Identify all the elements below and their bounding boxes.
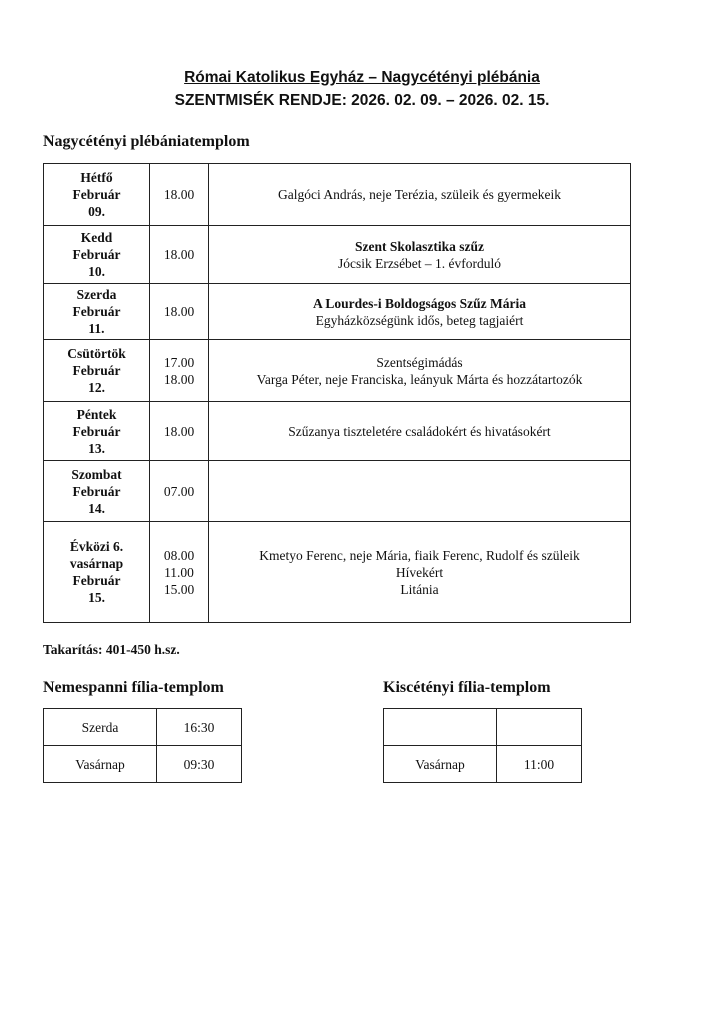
nemespanni-title: Nemespanni fília-templom <box>43 679 224 696</box>
day-line: 13. <box>88 440 105 456</box>
time-cell: 09:30 <box>157 746 242 783</box>
day-cell: Vasárnap <box>44 746 157 783</box>
mass-schedule-table <box>43 163 631 623</box>
intention-cell <box>209 461 631 522</box>
time-cell <box>497 709 582 746</box>
intention-line: Litánia <box>400 581 439 597</box>
intention-line: Hívekért <box>395 564 444 580</box>
day-line: Szerda <box>76 287 117 302</box>
day-line: Február <box>72 423 121 439</box>
intention-cell <box>209 284 631 340</box>
day-cell: Szerda <box>44 709 157 746</box>
day-line: Február <box>72 573 121 588</box>
kiscetenyi-title: Kiscétényi fília-templom <box>383 679 551 696</box>
time-cell <box>150 461 209 522</box>
day-line: Február <box>72 483 121 499</box>
schedule-row <box>44 284 631 340</box>
schedule-row <box>384 709 582 746</box>
day-line: 15. <box>88 590 105 605</box>
day-cell <box>44 164 150 226</box>
day-line: Szombat <box>71 466 122 482</box>
time-cell <box>150 164 209 226</box>
time-cell: 11:00 <box>497 746 582 783</box>
day-line: Csütörtök <box>67 346 126 361</box>
mass-time: 18.00 <box>163 423 195 439</box>
main-church-title: Nagycétényi plébániatemplom <box>43 133 250 150</box>
mass-time: 18.00 <box>163 247 195 262</box>
day-cell <box>384 709 497 746</box>
day-cell: Vasárnap <box>384 746 497 783</box>
intention-line: Varga Péter, neje Franciska, leányuk Márta és hozzátartozók <box>256 371 583 387</box>
schedule-row <box>44 340 631 402</box>
time-cell <box>150 226 209 284</box>
mass-time: 11.00 <box>164 564 194 580</box>
intention-line: Galgóci András, neje Terézia, szüleik és gyermekeik <box>278 187 561 202</box>
mass-time: 18.00 <box>163 304 195 319</box>
intention-cell <box>209 522 631 623</box>
intention-line: Kmetyo Ferenc, neje Mária, fiaik Ferenc, Rudolf és szüleik <box>259 547 580 563</box>
intention-line: Jócsik Erzsébet – 1. évforduló <box>337 255 502 271</box>
intention-cell <box>209 402 631 461</box>
schedule-row <box>44 164 631 226</box>
kiscetenyi-table <box>383 708 582 783</box>
intention-cell <box>209 164 631 226</box>
day-line: Kedd <box>80 230 113 245</box>
time-cell <box>150 340 209 402</box>
day-line: Péntek <box>76 406 117 422</box>
time-cell <box>150 284 209 340</box>
mass-time: 17.00 <box>163 354 195 370</box>
page-header <box>0 66 724 112</box>
feast-title: A Lourdes-i Boldogságos Szűz Mária <box>312 295 526 311</box>
day-line: vasárnap <box>69 556 124 571</box>
day-cell <box>44 402 150 461</box>
feast-title: Szent Skolasztika szűz <box>354 238 484 254</box>
schedule-row <box>384 746 582 783</box>
schedule-row <box>44 709 242 746</box>
mass-time: 15.00 <box>163 581 195 597</box>
day-line: 14. <box>88 500 105 516</box>
cleaning-note: Takarítás: 401-450 h.sz. <box>43 642 180 657</box>
intention-cell <box>209 226 631 284</box>
day-line: Február <box>72 304 121 319</box>
schedule-row <box>44 402 631 461</box>
time-cell <box>150 522 209 623</box>
mass-time: 08.00 <box>163 547 195 563</box>
schedule-row <box>44 226 631 284</box>
intention-line: Szűzanya tiszteletére családokért és hivatásokért <box>288 423 551 439</box>
day-line: 12. <box>88 380 105 395</box>
schedule-row <box>44 746 242 783</box>
day-cell <box>44 461 150 522</box>
parish-title: Római Katolikus Egyház – Nagycétényi plébánia <box>184 69 540 86</box>
day-line: Hétfő <box>80 170 113 185</box>
intention-line: Szentségimádás <box>376 354 463 370</box>
mass-time: 18.00 <box>163 187 195 202</box>
day-line: 11. <box>88 321 105 336</box>
nemespanni-table <box>43 708 242 783</box>
time-cell <box>150 402 209 461</box>
day-cell <box>44 340 150 402</box>
day-line: 10. <box>88 264 105 279</box>
day-cell <box>44 522 150 623</box>
day-line: Február <box>72 247 121 262</box>
day-cell <box>44 226 150 284</box>
time-cell: 16:30 <box>157 709 242 746</box>
schedule-row <box>44 461 631 522</box>
mass-time: 07.00 <box>163 483 195 499</box>
schedule-row <box>44 522 631 623</box>
intention-cell <box>209 340 631 402</box>
mass-time: 18.00 <box>163 371 195 387</box>
day-line: Február <box>72 187 121 202</box>
intention-line: Egyházközségünk idős, beteg tagjaiért <box>315 312 524 328</box>
schedule-title: SZENTMISÉK RENDJE: 2026. 02. 09. – 2026. 02. 15. <box>174 92 550 109</box>
day-cell <box>44 284 150 340</box>
day-line: Február <box>72 363 121 378</box>
day-line: 09. <box>88 204 105 219</box>
day-line: Évközi 6. <box>69 539 124 554</box>
